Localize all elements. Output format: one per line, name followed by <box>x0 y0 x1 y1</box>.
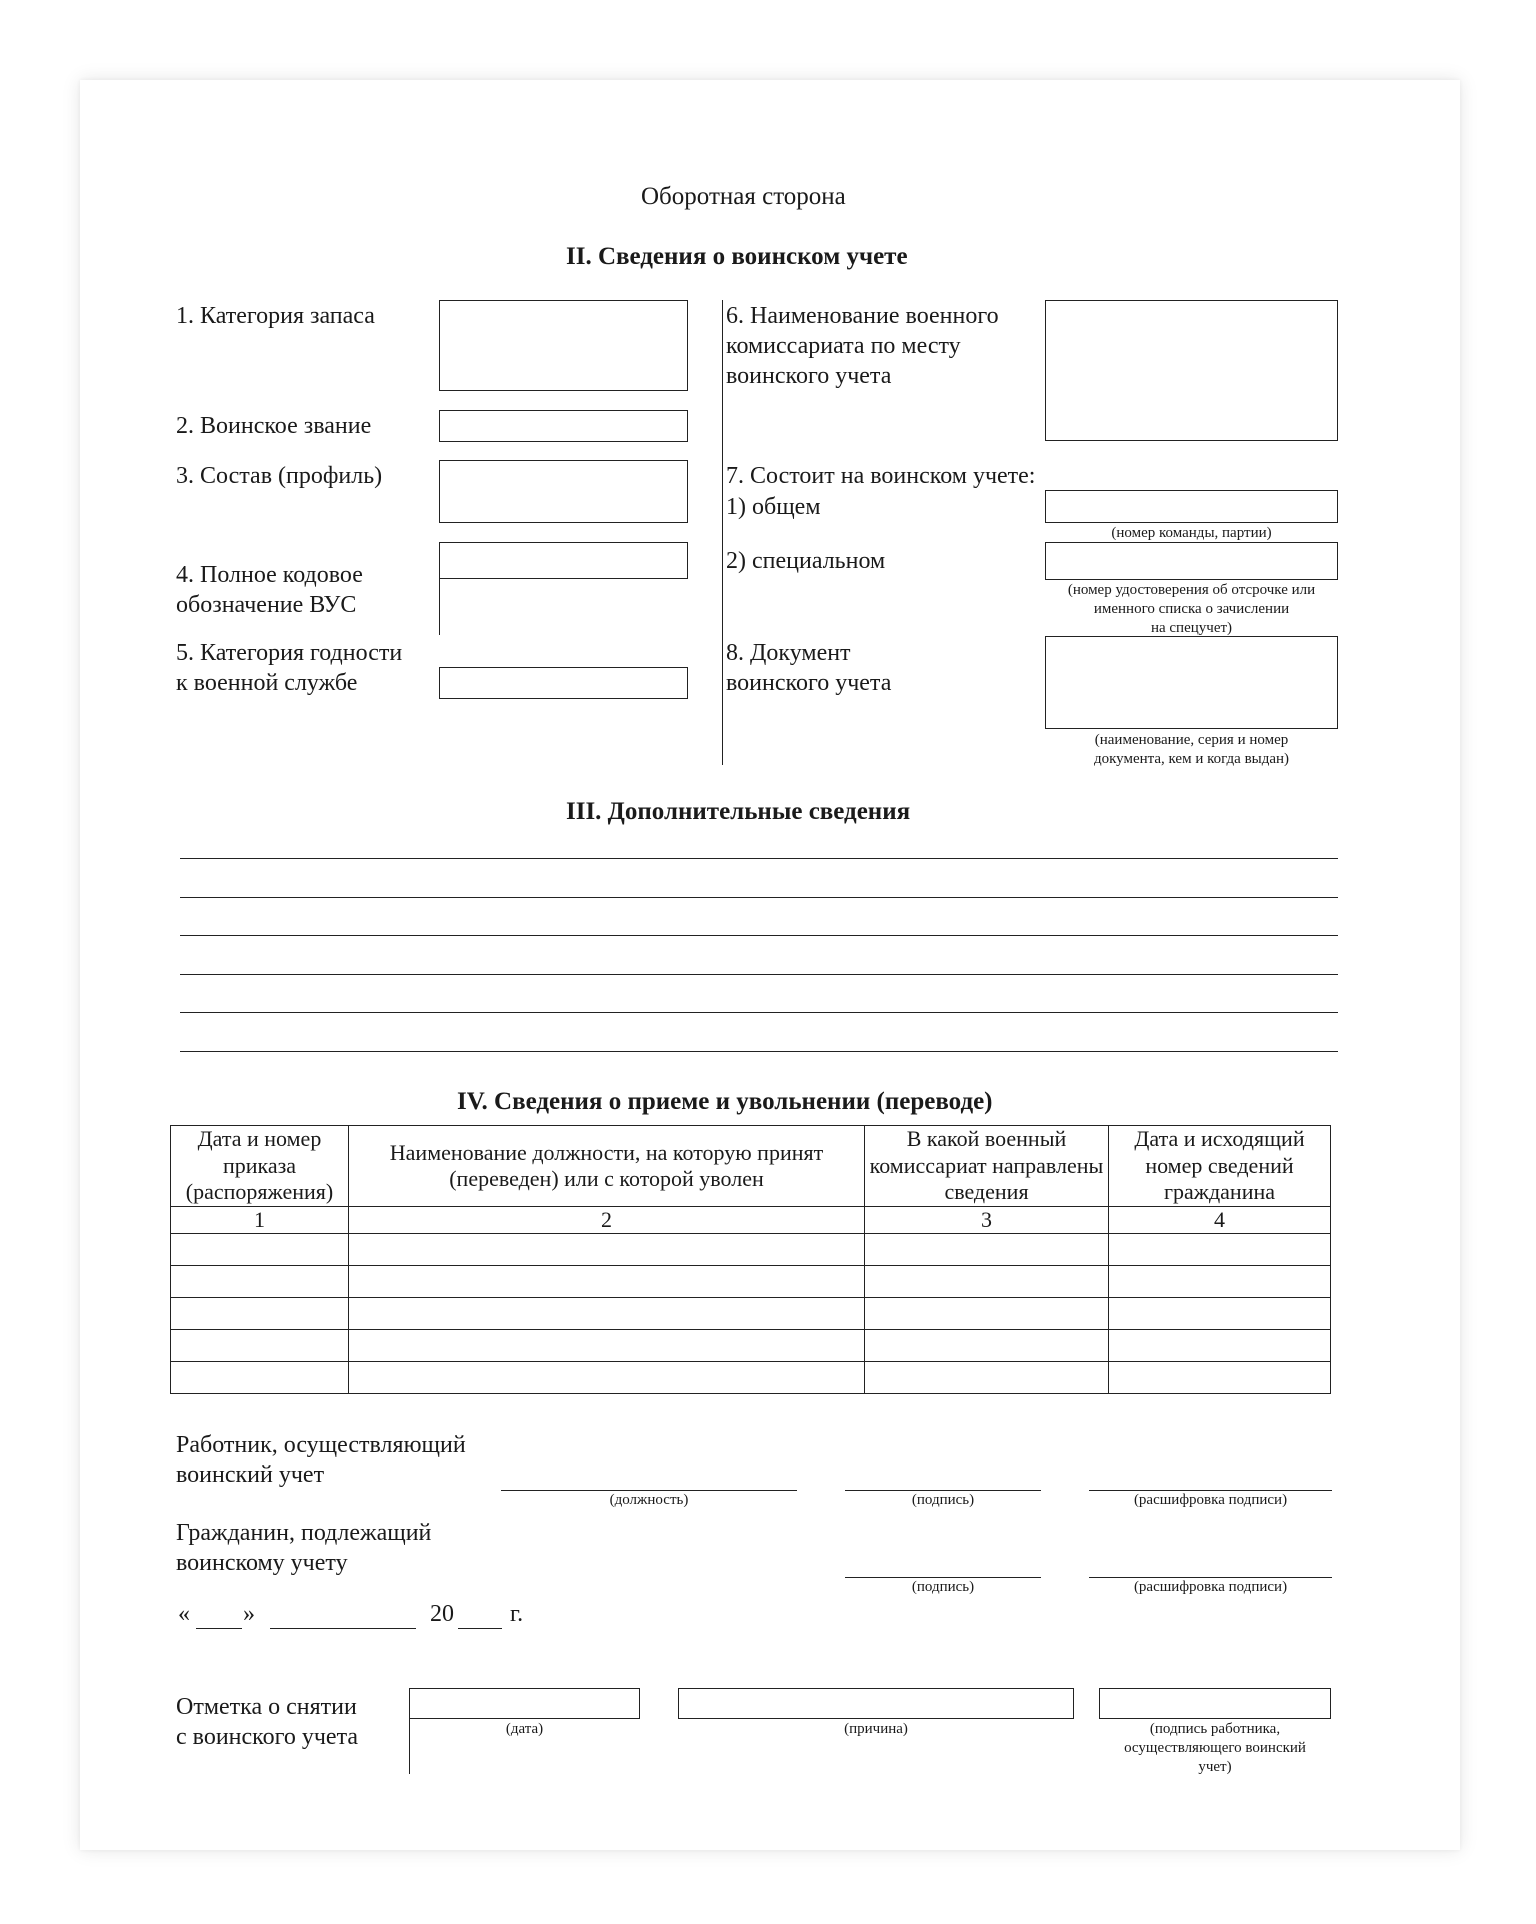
section-2-column-divider <box>722 300 723 765</box>
table-cell[interactable] <box>1109 1266 1331 1298</box>
field-8-label-line1: 8. Документ <box>726 640 851 666</box>
date-quote-close: » <box>243 1601 255 1627</box>
field-4-box[interactable] <box>439 542 688 579</box>
field-6-label-line2: комиссариата по месту <box>726 333 961 359</box>
removal-date-caption: (дата) <box>505 1721 544 1737</box>
table-cell[interactable] <box>865 1234 1109 1266</box>
field-7-2-label: 2) специальном <box>726 548 886 574</box>
field-7-1-box[interactable] <box>1045 490 1338 523</box>
removal-signature-box[interactable] <box>1099 1688 1331 1719</box>
worker-signature-caption: (подпись) <box>911 1492 975 1508</box>
table-row <box>171 1330 1331 1362</box>
column-header-citizen-info: Дата и исходящий номер сведений гражданина <box>1109 1126 1331 1207</box>
field-7-2-caption-line2: именного списка о зачислении <box>1093 601 1290 617</box>
table-cell[interactable] <box>1109 1330 1331 1362</box>
section-2-title: II. Сведения о воинском учете <box>566 243 908 270</box>
table-cell[interactable] <box>1109 1298 1331 1330</box>
table-row <box>171 1298 1331 1330</box>
table-cell[interactable] <box>1109 1234 1331 1266</box>
column-header-position: Наименование должности, на которую принят (переведен) или с которой уволен <box>349 1126 865 1207</box>
field-6-label-line3: воинского учета <box>726 363 892 389</box>
table-cell[interactable] <box>349 1362 865 1394</box>
worker-label-line2: воинский учет <box>176 1462 325 1488</box>
field-7-2-box[interactable] <box>1045 542 1338 580</box>
removal-label-line1: Отметка о снятии <box>176 1694 357 1720</box>
column-number: 4 <box>1109 1207 1331 1234</box>
field-4-label-line1: 4. Полное кодовое <box>176 562 363 588</box>
date-quote-open: « <box>178 1601 190 1627</box>
table-row <box>171 1266 1331 1298</box>
table-cell[interactable] <box>1109 1362 1331 1394</box>
removal-date-box[interactable] <box>409 1688 640 1719</box>
removal-label-line2: с воинского учета <box>176 1724 359 1750</box>
field-7-1-caption: (номер команды, партии) <box>1111 525 1272 541</box>
field-1-label: 1. Категория запаса <box>176 303 375 329</box>
field-8-box[interactable] <box>1045 636 1338 729</box>
field-7-2-caption-line3: на спецучет) <box>1150 620 1233 636</box>
column-header-order: Дата и номер приказа (распоряжения) <box>171 1126 349 1207</box>
field-3-box[interactable] <box>439 460 688 523</box>
citizen-label-line1: Гражданин, подлежащий <box>176 1520 432 1546</box>
additional-info-line-3[interactable] <box>180 935 1338 936</box>
table-cell[interactable] <box>865 1298 1109 1330</box>
additional-info-line-4[interactable] <box>180 974 1338 975</box>
worker-label-line1: Работник, осуществляющий <box>176 1432 466 1458</box>
field-2-label: 2. Воинское звание <box>176 413 372 439</box>
employment-table <box>170 1125 1331 1394</box>
table-cell[interactable] <box>171 1362 349 1394</box>
additional-info-line-6[interactable] <box>180 1051 1338 1052</box>
worker-position-caption: (должность) <box>609 1492 689 1508</box>
date-year-prefix: 20 <box>430 1601 454 1627</box>
additional-info-line-1[interactable] <box>180 858 1338 859</box>
column-number: 2 <box>349 1207 865 1234</box>
citizen-label-line2: воинскому учету <box>176 1550 348 1576</box>
field-7-1-label: 1) общем <box>726 494 821 520</box>
field-6-label-line1: 6. Наименование военного <box>726 303 999 329</box>
table-cell[interactable] <box>171 1234 349 1266</box>
additional-info-line-5[interactable] <box>180 1012 1338 1013</box>
citizen-decode-caption: (расшифровка подписи) <box>1133 1579 1288 1595</box>
date-day-line[interactable] <box>196 1628 242 1629</box>
field-7-2-caption-line1: (номер удостоверения об отсрочке или <box>1067 582 1316 598</box>
citizen-signature-caption: (подпись) <box>911 1579 975 1595</box>
table-cell[interactable] <box>865 1362 1109 1394</box>
field-5-label-line1: 5. Категория годности <box>176 640 403 666</box>
field-8-label-line2: воинского учета <box>726 670 892 696</box>
table-cell[interactable] <box>349 1330 865 1362</box>
removal-reason-caption: (причина) <box>844 1721 908 1737</box>
table-row <box>171 1234 1331 1266</box>
removal-reason-box[interactable] <box>678 1688 1074 1719</box>
removal-signature-caption-line2: осуществляющего воинский <box>1124 1740 1306 1756</box>
table-cell[interactable] <box>865 1330 1109 1362</box>
field-5-label-line2: к военной службе <box>176 670 358 696</box>
field-2-box[interactable] <box>439 410 688 442</box>
date-year-suffix: г. <box>510 1601 524 1627</box>
worker-decode-caption: (расшифровка подписи) <box>1133 1492 1288 1508</box>
field-8-caption-line2: документа, кем и когда выдан) <box>1093 751 1290 767</box>
page-side-label: Оборотная сторона <box>641 183 846 210</box>
field-4-connector <box>439 579 440 635</box>
column-number: 1 <box>171 1207 349 1234</box>
field-4-label-line2: обозначение ВУС <box>176 592 357 618</box>
table-cell[interactable] <box>171 1330 349 1362</box>
table-cell[interactable] <box>349 1234 865 1266</box>
table-row <box>171 1362 1331 1394</box>
column-number: 3 <box>865 1207 1109 1234</box>
table-cell[interactable] <box>865 1266 1109 1298</box>
table-cell[interactable] <box>349 1298 865 1330</box>
field-1-box[interactable] <box>439 300 688 391</box>
field-5-box[interactable] <box>439 667 688 699</box>
column-header-commissariat: В какой военный комиссариат направлены сведения <box>865 1126 1109 1207</box>
field-6-box[interactable] <box>1045 300 1338 441</box>
section-4-title: IV. Сведения о приеме и увольнении (переводе) <box>457 1088 993 1115</box>
table-cell[interactable] <box>349 1266 865 1298</box>
removal-signature-caption-line3: учет) <box>1198 1759 1232 1775</box>
removal-signature-caption-line1: (подпись работника, <box>1149 1721 1281 1737</box>
additional-info-line-2[interactable] <box>180 897 1338 898</box>
date-month-line[interactable] <box>270 1628 416 1629</box>
section-3-title: III. Дополнительные сведения <box>566 798 911 825</box>
table-cell[interactable] <box>171 1298 349 1330</box>
field-8-caption-line1: (наименование, серия и номер <box>1094 732 1289 748</box>
table-cell[interactable] <box>171 1266 349 1298</box>
field-3-label: 3. Состав (профиль) <box>176 463 383 489</box>
field-7-label: 7. Состоит на воинском учете: <box>726 463 1036 489</box>
date-year-line[interactable] <box>458 1628 502 1629</box>
